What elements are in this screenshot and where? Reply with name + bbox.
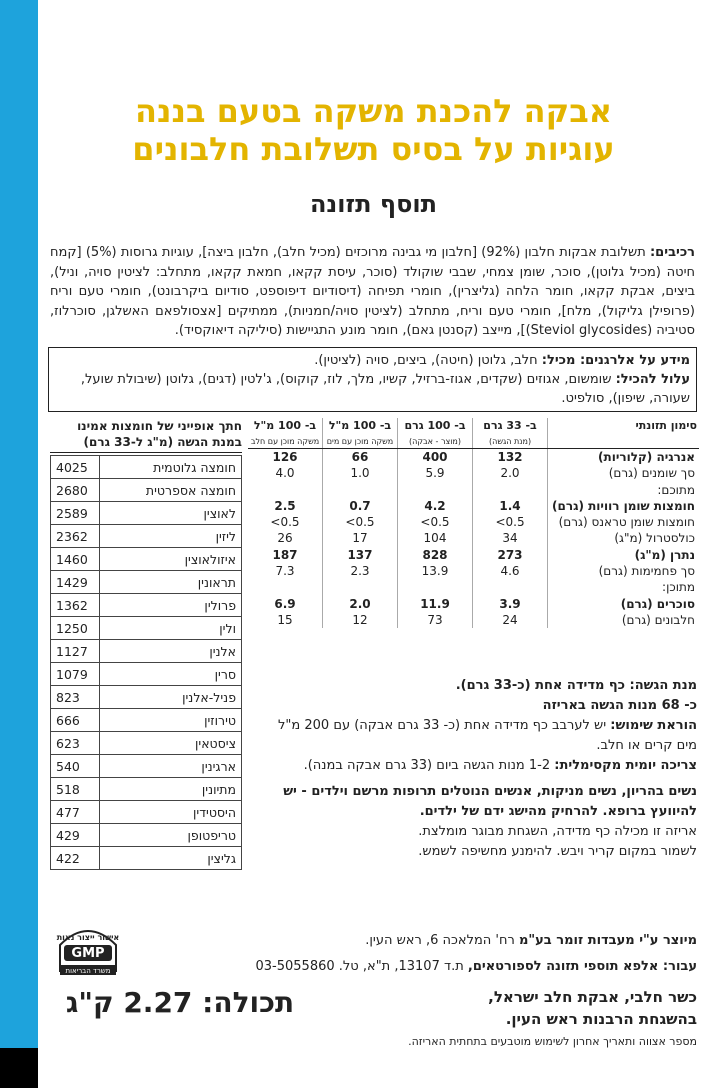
allergen-may-label: עלול להכיל: (615, 372, 690, 387)
nutrient-name: נתרן (מ"ג) (634, 547, 695, 562)
nutrient-value: 13.9 (397, 563, 472, 579)
gmp-top-text: אישור ייצור נאות (56, 933, 120, 942)
nutrition-row (248, 547, 699, 563)
amino-name: לאוצין (100, 502, 242, 525)
allergen-box (48, 347, 697, 412)
amino-name: טירוזין (100, 709, 242, 732)
label-panel (38, 0, 709, 1088)
nutrition-row (248, 530, 699, 546)
amino-value: 1460 (51, 548, 100, 571)
allergen-contains: חלב, גלוטן (חיטה), ביצים, סויה (לציטין). (314, 353, 538, 368)
amino-row (51, 732, 242, 755)
nutrient-value: 17 (323, 530, 398, 546)
nutrient-value: 0.5> (323, 514, 398, 530)
nutrient-value: 24 (473, 612, 548, 628)
nutrient-value: 1.4 (473, 498, 548, 514)
amino-row (51, 571, 242, 594)
amino-name: גליצין (100, 847, 242, 870)
amino-value: 1127 (51, 640, 100, 663)
amino-value: 540 (51, 755, 100, 778)
amino-row (51, 479, 242, 502)
amino-row (51, 801, 242, 824)
amino-value: 1362 (51, 594, 100, 617)
amino-name: מתיונין (100, 778, 242, 801)
amino-row (51, 778, 242, 801)
nutrient-value: 66 (323, 449, 398, 466)
amino-name: אלנין (100, 640, 242, 663)
nutrient-name: מתוכן: (662, 580, 695, 595)
nutrition-row (248, 563, 699, 579)
nutrition-row (248, 498, 699, 514)
nutrition-header: ב- 33 גרם (מנת הגשה) (473, 418, 548, 449)
nutrient-value: 2.0 (323, 596, 398, 612)
manufacturer (198, 928, 697, 980)
nutrient-name: סוכרים (גרם) (620, 596, 695, 611)
gmp-seal-icon (56, 923, 120, 979)
nutrient-value: 3.9 (473, 596, 548, 612)
amino-name: ארגינין (100, 755, 242, 778)
kosher-line-2: בהשגחת הרבנות ראש העין. (505, 1010, 697, 1028)
amino-row (51, 709, 242, 732)
amino-row (51, 663, 242, 686)
amino-value: 429 (51, 824, 100, 847)
allergen-contains-label: מידע על אלרגנים: מכיל: (541, 353, 690, 368)
nutrient-value: 828 (397, 547, 472, 563)
amino-row (51, 456, 242, 479)
amino-name: היסטידין (100, 801, 242, 824)
nutrient-name: מתוכם: (657, 482, 695, 497)
nutrient-name: סך שומנים (גרם) (608, 466, 695, 481)
nutrition-row (248, 514, 699, 530)
usage-info (266, 676, 697, 862)
instructions-label: הוראת שימוש: (610, 718, 697, 733)
ingredients (50, 243, 695, 341)
title-line-2: עוגיות על בסיס תשלובת חלבונים (132, 130, 615, 168)
nutrition-header: ב- 100 מ"ל משקה מוכן עם חלב (248, 418, 323, 449)
nutrient-value (248, 579, 323, 595)
nutrition-table (248, 418, 699, 628)
amino-value: 2362 (51, 525, 100, 548)
nutrient-value: 2.0 (473, 465, 548, 481)
nutrient-name: חלבונים (גרם) (621, 612, 695, 627)
nutrient-value: 15 (248, 612, 323, 628)
amino-value: 1429 (51, 571, 100, 594)
nutrition-row (248, 449, 699, 466)
amino-value: 2589 (51, 502, 100, 525)
amino-name: חומצה גלוטמית (100, 456, 242, 479)
nutrition-row (248, 482, 699, 498)
amino-value: 518 (51, 778, 100, 801)
nutrition-header: ב- 100 מ"ל משקה מוכן עם מים (323, 418, 398, 449)
allergen-may: שומשום, אגוזים (שקדים, אגוז-ברזיל, קשיו, מלך, לוז, קוקוס), ג'לטין (דגים), גלוטן (שיבולת שועל, שעורה, שיפון), סולפיט. (80, 372, 690, 406)
amino-value: 477 (51, 801, 100, 824)
nutrient-value (473, 482, 548, 498)
nutrient-value: 11.9 (397, 596, 472, 612)
amino-name: פרולין (100, 594, 242, 617)
nutrient-value (397, 482, 472, 498)
amino-name: ולין (100, 617, 242, 640)
amino-value: 422 (51, 847, 100, 870)
nutrient-value (473, 579, 548, 595)
amino-row (51, 525, 242, 548)
amino-row (51, 824, 242, 847)
nutrient-value: 126 (248, 449, 323, 466)
amino-value: 4025 (51, 456, 100, 479)
maker-name: מיוצר ע"י מעבדות זומר בע"מ (518, 933, 697, 948)
expiry-note: מספר אצווה ותאריך אחרון לשימוש מוטבעים בתחתית האריזה. (408, 1035, 697, 1048)
amino-header: חתך אופייני של חומצות אמינו במנת הגשה (מ"ג ל-33 גרם) (50, 418, 242, 453)
nutrient-value: 34 (473, 530, 548, 546)
nutrition-row (248, 579, 699, 595)
nutrient-value: 4.2 (397, 498, 472, 514)
product-title (58, 92, 689, 168)
maker-address: רח' המלאכה 6, ראש העין. (365, 933, 515, 948)
nutrient-value: 1.0 (323, 465, 398, 481)
nutrient-value: 12 (323, 612, 398, 628)
nutrient-value: 104 (397, 530, 472, 546)
amino-value: 623 (51, 732, 100, 755)
amino-value: 2680 (51, 479, 100, 502)
nutrient-value: 400 (397, 449, 472, 466)
kosher-line-1: כשר חלבי, אבקת חלב ישראל, (488, 988, 697, 1006)
amino-name: ליזין (100, 525, 242, 548)
amino-value: 666 (51, 709, 100, 732)
nutrient-value: 2.3 (323, 563, 398, 579)
servings-count: כ- 68 מנות הגשה באריזה (542, 698, 697, 713)
nutrient-value: 137 (323, 547, 398, 563)
nutrient-value: 2.5 (248, 498, 323, 514)
amino-row (51, 617, 242, 640)
amino-row (51, 640, 242, 663)
instructions: יש לערבב כף מדידה אחת (כ- 33 גרם אבקה) עם 200 מ"ל מים קרים או חלב. (278, 718, 697, 753)
max-intake: 1-2 מנות הגשה ביום (33 גרם אבקה במנה). (303, 758, 551, 773)
nutrient-name: כולסטרול (מ"ג) (614, 531, 695, 546)
gmp-bottom-text: משרד הבריאות (65, 967, 111, 975)
title-line-1: אבקה להכנת משקה בטעם בננה (134, 92, 613, 130)
nutrient-value: 73 (397, 612, 472, 628)
amino-name: איזולאוצין (100, 548, 242, 571)
amino-value: 823 (51, 686, 100, 709)
nutrient-value: 6.9 (248, 596, 323, 612)
nutrient-name: סך פחמימות (גרם) (598, 564, 695, 579)
nutrient-value (323, 579, 398, 595)
warning: נשים בהריון, נשים מניקות, אנשים הנוטלים תרופות מרשם וילדים - יש להיוועץ ברופא. להרחיק מהישג ידם של ילדים. (283, 784, 697, 819)
nutrient-value: 7.3 (248, 563, 323, 579)
nutrition-header: ב- 100 גרם (מוצר - אבקה) (397, 418, 472, 449)
amino-name: חומצה אספרטית (100, 479, 242, 502)
amino-name: טריפטופן (100, 824, 242, 847)
amino-row (51, 686, 242, 709)
amino-name: סרין (100, 663, 242, 686)
amino-acid-table (50, 418, 242, 870)
nutrient-value: 0.5> (248, 514, 323, 530)
gmp-mid-text: GMP (71, 946, 105, 961)
net-weight: תכולה: 2.27 ק"ג (65, 986, 295, 1019)
ingredients-label: רכיבים: (649, 245, 696, 260)
nutrition-header: סימון תזונתי (548, 418, 699, 449)
amino-value: 1250 (51, 617, 100, 640)
importer-address: ת.ד 13107, ת"א, טל. 03-5055860 (255, 959, 464, 974)
amino-name: פניל-אלנין (100, 686, 242, 709)
note-scoop: אריזה זו מכילה כף מדידה, השגחת מבוגר מומלצת. (418, 824, 697, 839)
nutrient-value: 187 (248, 547, 323, 563)
nutrient-value: 273 (473, 547, 548, 563)
nutrition-row (248, 596, 699, 612)
product-subtitle: תוסף תזונה (309, 190, 438, 218)
amino-row (51, 847, 242, 870)
nutrient-value: 132 (473, 449, 548, 466)
nutrient-value (248, 482, 323, 498)
nutrient-name: חומצות שומן רוויות (גרם) (552, 498, 695, 513)
amino-value: 1079 (51, 663, 100, 686)
kosher-info (318, 986, 697, 1030)
amino-row (51, 755, 242, 778)
amino-row (51, 548, 242, 571)
amino-name: תראונין (100, 571, 242, 594)
nutrient-value (323, 482, 398, 498)
nutrition-row (248, 465, 699, 481)
ingredients-text: תשלובת אבקות חלבון (92%) [חלבון מי גבינה מרוכזים (מכיל חלב), חלבון ביצה], עוגיות גרוסות (5%) [קמח חיטה (מכיל גלוטן), סוכר, שומן צמחי, שבבי שוקולד (סוכר, עיסת קקאו, חמאת קקאו, מתחלב: לציטין סויה, וניל), ביצים, אבקת קקאו, חומר הלחה (גליצרין), חומרי תפיחה (דיסודיום דיפוספט, סודיום ביקרבונט), חומרי טעם וריח (פרופילן גליקול), מלח], חומרי טעם וריח, מתחלב (לציטין סויה/חמניות), ממתיקים [אצסולפאם האשלגן, סוכרלוז, סטיביה (Steviol glycosides)], מייצב (קסנטן גאם), חומר מונע התגיישות (סיליקה דיאוקסיד). (50, 245, 695, 338)
nutrient-value: 0.5> (473, 514, 548, 530)
serving-size: מנת הגשה: כף מדידה אחת (כ-33 גרם). (455, 678, 697, 693)
max-label: צריכה יומית מקסימלית: (554, 758, 697, 773)
nutrient-value: 4.0 (248, 465, 323, 481)
amino-row (51, 594, 242, 617)
nutrient-value: 5.9 (397, 465, 472, 481)
nutrient-value: 0.5> (397, 514, 472, 530)
nutrient-value (397, 579, 472, 595)
note-storage: לשמור במקום קריר ויבש. להימנע מחשיפה לשמש. (418, 844, 697, 859)
amino-name: ציסטאין (100, 732, 242, 755)
nutrient-value: 0.7 (323, 498, 398, 514)
nutrient-name: חומצות שומן טראנס (גרם) (558, 515, 695, 530)
importer-name: עבור: אלפא תוספי תזונה לספורטאים, (467, 959, 697, 974)
nutrient-value: 26 (248, 530, 323, 546)
nutrient-name: אנרגיה (קלוריות) (598, 450, 695, 464)
nutrition-row (248, 612, 699, 628)
nutrient-value: 4.6 (473, 563, 548, 579)
amino-row (51, 502, 242, 525)
